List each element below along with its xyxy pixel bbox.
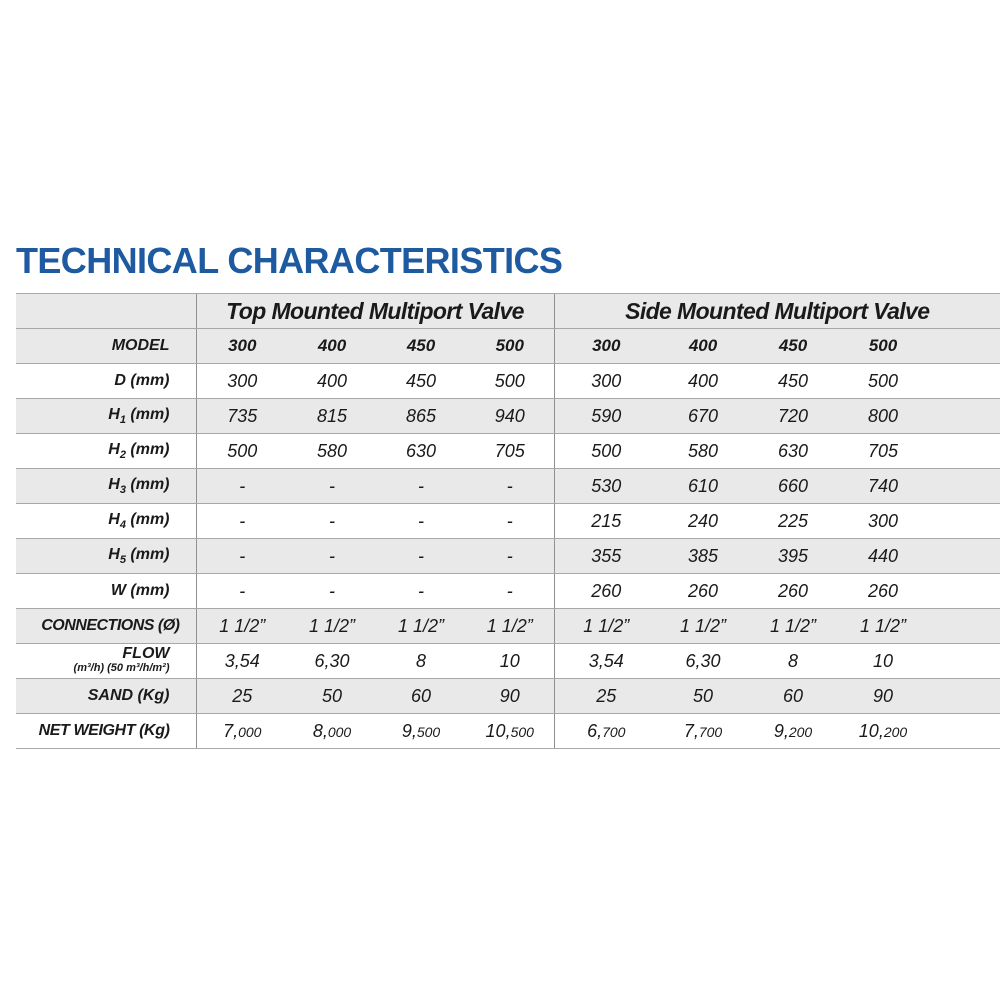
table-cell: 300 (196, 364, 288, 399)
row-label-h1: $H_1$ (mm) (16, 399, 196, 434)
table-cell: 610 (658, 469, 748, 504)
row-label-sand: SAND (Kg) (16, 679, 196, 714)
table-row-connections (16, 609, 1000, 644)
table-cell: 355 (554, 539, 658, 574)
table-cell: 8 (748, 644, 838, 679)
table-cell: 400 (658, 329, 748, 364)
table-cell: - (466, 504, 554, 539)
table-cell: 215 (554, 504, 658, 539)
table-cell: - (376, 469, 466, 504)
table-cell: 300 (838, 504, 928, 539)
table-cell: 7,000 (196, 714, 288, 749)
table-cell: 260 (838, 574, 928, 609)
table-cell: 500 (466, 364, 554, 399)
row-label-flow-units: (m³/h) (50 m³/h/m²) (73, 662, 170, 674)
row-label-model: MODEL (16, 329, 196, 364)
group-header-top-mounted: Top Mounted Multiport Valve (196, 294, 554, 329)
table-cell: 580 (658, 434, 748, 469)
table-cell: 630 (376, 434, 466, 469)
table-cell: 705 (838, 434, 928, 469)
row-label-h3: $H_3$ (mm) (16, 469, 196, 504)
table-row-sand (16, 679, 1000, 714)
table-cell: 400 (288, 329, 376, 364)
table-cell: 450 (376, 329, 466, 364)
table-cell: 8,000 (288, 714, 376, 749)
row-label-h2: $H_2$ (mm) (16, 434, 196, 469)
row-label-d: D (mm) (16, 364, 196, 399)
table-cell: 450 (376, 364, 466, 399)
table-cell: 1 1/2” (838, 609, 928, 644)
table-cell: 3,54 (554, 644, 658, 679)
table-cell: 90 (466, 679, 554, 714)
table-cell: 1 1/2” (658, 609, 748, 644)
table-row-flow (16, 644, 1000, 679)
table-row-h5 (16, 539, 1000, 574)
table-cell: 6,30 (658, 644, 748, 679)
table-cell: 60 (376, 679, 466, 714)
table-cell: 1 1/2” (288, 609, 376, 644)
row-label-h4: $H_4$ (mm) (16, 504, 196, 539)
header-blank-cell (16, 294, 196, 329)
table-cell: - (196, 469, 288, 504)
table-row-h2 (16, 434, 1000, 469)
table-cell: 580 (288, 434, 376, 469)
technical-characteristics-table (16, 293, 1000, 749)
table-cell: 260 (748, 574, 838, 609)
table-cell: 590 (554, 399, 658, 434)
table-cell: 10 (838, 644, 928, 679)
table-cell: - (466, 469, 554, 504)
table-row-model (16, 329, 1000, 364)
table-cell: 500 (838, 329, 928, 364)
table-body (16, 294, 1000, 749)
table-cell-spacer (928, 399, 1000, 434)
table-cell: 450 (748, 364, 838, 399)
table-cell: 1 1/2” (748, 609, 838, 644)
table-cell: 7,700 (658, 714, 748, 749)
table-cell: - (196, 539, 288, 574)
table-cell: 500 (838, 364, 928, 399)
table-cell: 300 (554, 329, 658, 364)
table-cell: 500 (554, 434, 658, 469)
table-cell: 1 1/2” (466, 609, 554, 644)
table-cell: 10,500 (466, 714, 554, 749)
table-cell-spacer (928, 644, 1000, 679)
table-cell: 530 (554, 469, 658, 504)
table-row-h4 (16, 504, 1000, 539)
table-cell-spacer (928, 329, 1000, 364)
table-cell: 735 (196, 399, 288, 434)
row-label-net-weight: NET WEIGHT (Kg) (16, 714, 196, 749)
table-cell: 660 (748, 469, 838, 504)
row-label-connections: CONNECTIONS (Ø) (16, 609, 196, 644)
table-cell: 815 (288, 399, 376, 434)
table-cell: 50 (288, 679, 376, 714)
table-cell: 9,200 (748, 714, 838, 749)
table-cell: 25 (196, 679, 288, 714)
table-cell: 630 (748, 434, 838, 469)
table-cell: 10 (466, 644, 554, 679)
table-cell: - (288, 504, 376, 539)
row-label-w: W (mm) (16, 574, 196, 609)
page-title: TECHNICAL CHARACTERISTICS (16, 240, 563, 281)
table-cell: - (288, 539, 376, 574)
table-cell: 3,54 (196, 644, 288, 679)
table-row-h3 (16, 469, 1000, 504)
table-cell: 800 (838, 399, 928, 434)
table-cell: - (196, 504, 288, 539)
table-cell: 1 1/2” (376, 609, 466, 644)
table-cell: 500 (196, 434, 288, 469)
table-cell: 395 (748, 539, 838, 574)
table-row-w (16, 574, 1000, 609)
table-cell: - (376, 539, 466, 574)
table-cell: - (376, 504, 466, 539)
row-label-h5: $H_5$ (mm) (16, 539, 196, 574)
table-cell: - (288, 574, 376, 609)
table-cell: 6,30 (288, 644, 376, 679)
table-cell: 940 (466, 399, 554, 434)
table-cell: 10,200 (838, 714, 928, 749)
table-cell: 6,700 (554, 714, 658, 749)
table-cell-spacer (928, 539, 1000, 574)
table-cell-spacer (928, 679, 1000, 714)
table-cell: 260 (658, 574, 748, 609)
table-cell: 260 (554, 574, 658, 609)
table-cell: 60 (748, 679, 838, 714)
row-label-flow-main: FLOW (122, 645, 170, 662)
table-cell-spacer (928, 504, 1000, 539)
table-cell: 300 (554, 364, 658, 399)
table-cell: - (376, 574, 466, 609)
row-label-flow (16, 644, 196, 679)
table-cell: 500 (466, 329, 554, 364)
table-cell: 300 (196, 329, 288, 364)
table-cell-spacer (928, 469, 1000, 504)
table-row-net-weight (16, 714, 1000, 749)
table-cell: - (288, 469, 376, 504)
table-cell: 400 (288, 364, 376, 399)
table-cell-spacer (928, 609, 1000, 644)
table-cell: 9,500 (376, 714, 466, 749)
table-cell: 400 (658, 364, 748, 399)
table-cell: 1 1/2” (554, 609, 658, 644)
group-header-row (16, 294, 1000, 329)
table-cell-spacer (928, 714, 1000, 749)
table-cell: 25 (554, 679, 658, 714)
table-row-h1 (16, 399, 1000, 434)
table-cell: 440 (838, 539, 928, 574)
table-cell: 240 (658, 504, 748, 539)
table-cell: 450 (748, 329, 838, 364)
table-cell: 740 (838, 469, 928, 504)
table-cell: 1 1/2” (196, 609, 288, 644)
table-cell-spacer (928, 364, 1000, 399)
table-cell-spacer (928, 574, 1000, 609)
table-cell: 705 (466, 434, 554, 469)
table-cell: - (466, 574, 554, 609)
group-header-side-mounted: Side Mounted Multiport Valve (554, 294, 1000, 329)
table-cell: - (196, 574, 288, 609)
table-cell: 385 (658, 539, 748, 574)
table-cell-spacer (928, 434, 1000, 469)
table-cell: 720 (748, 399, 838, 434)
table-cell: 225 (748, 504, 838, 539)
table-cell: 8 (376, 644, 466, 679)
table-cell: 90 (838, 679, 928, 714)
table-cell: 865 (376, 399, 466, 434)
table-cell: 50 (658, 679, 748, 714)
table-row-d (16, 364, 1000, 399)
table-cell: - (466, 539, 554, 574)
table-cell: 670 (658, 399, 748, 434)
